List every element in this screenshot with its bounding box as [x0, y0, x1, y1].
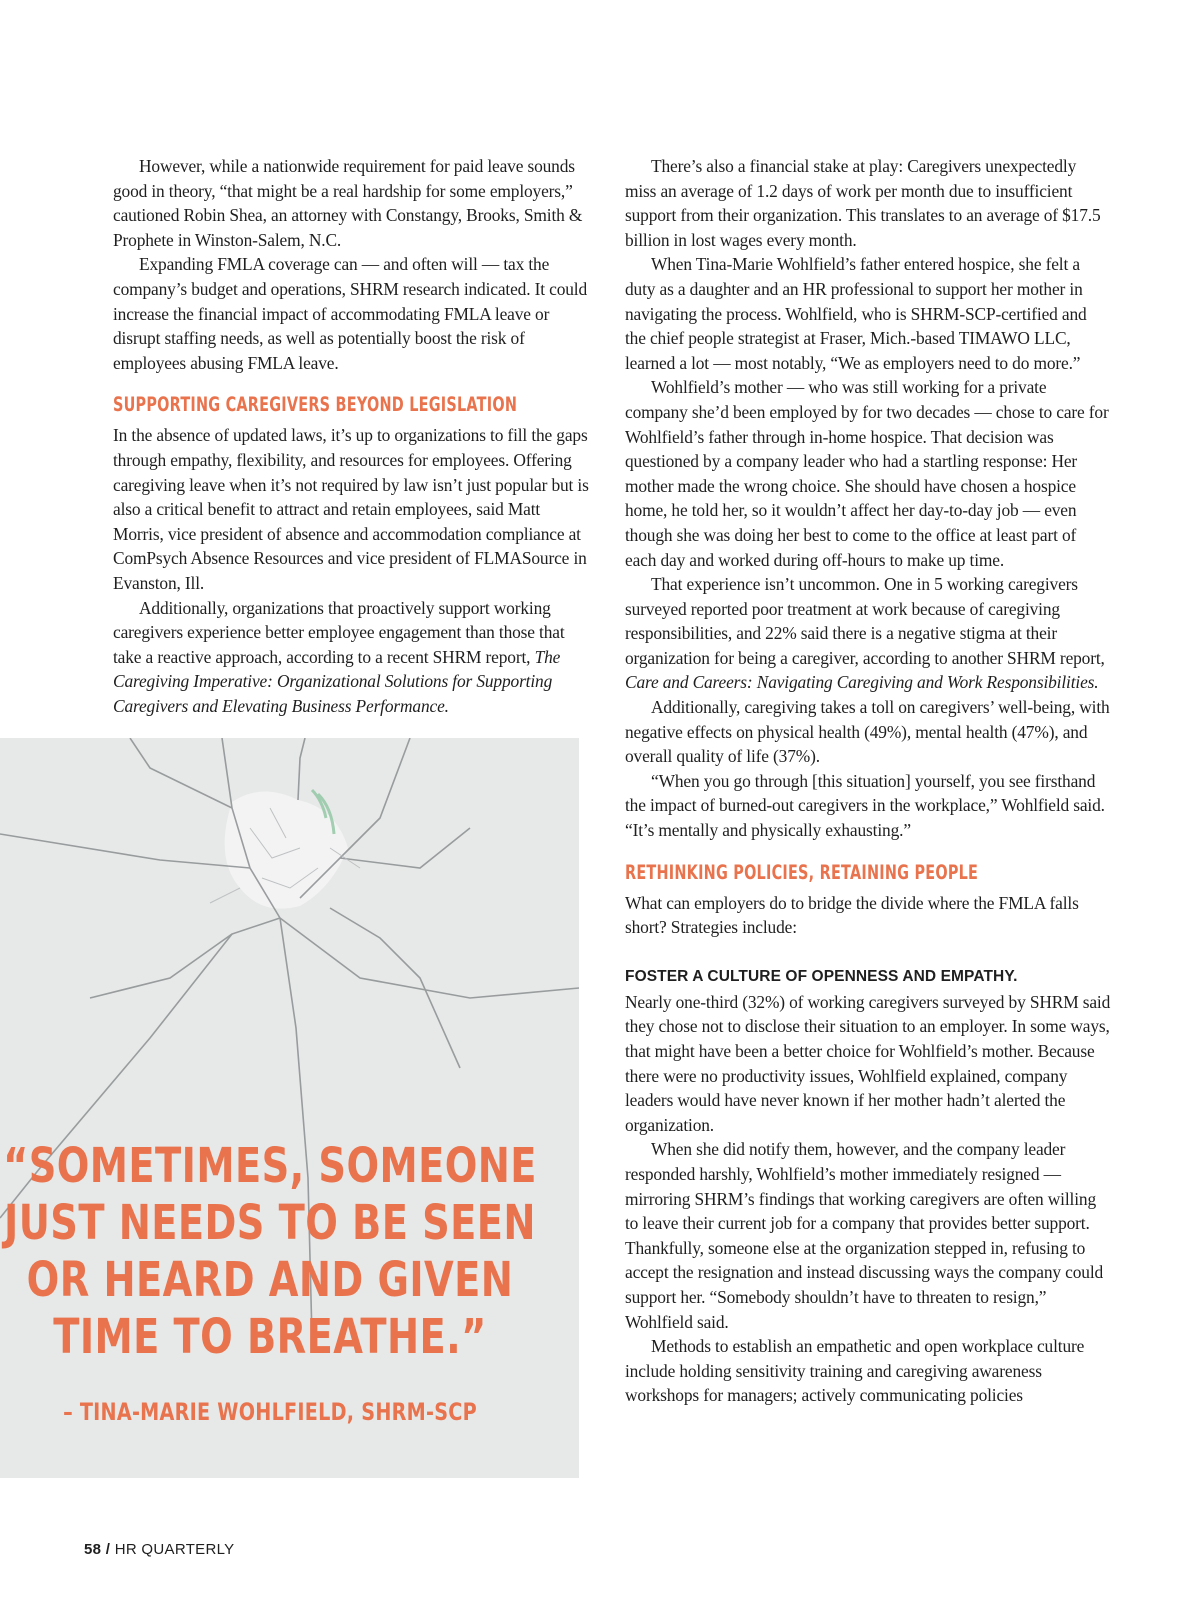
section-heading: SUPPORTING CAREGIVERS BEYOND LEGISLATION [113, 393, 518, 417]
paragraph: Wohlfield’s mother — who was still working for a private company she’d been employed by for two decades — chose to care for Wohlfield’s father through in-home hospice. That decision was questioned by a company leader who had a startling response: Her mother made the wrong choice. She should have chosen a hospice home, he told her, so it wouldn’t affect her day-to-day job — even though she was doing her best to come to the office at least part of each day and worked during off-hours to make up time. [625, 377, 1109, 570]
paragraph: What can employers do to bridge the divide where the FMLA falls short? Strategies include: [625, 892, 1079, 938]
paragraph-text: Additionally, organizations that proactively support working caregivers experience better employee engagement than those that take a reactive approach, according to a recent SHRM report, [113, 597, 565, 667]
pull-quote-panel [0, 738, 579, 1478]
strategy-heading: FOSTER A CULTURE OF OPENNESS AND EMPATHY. [625, 967, 1018, 985]
publication-name: HR QUARTERLY [114, 1541, 235, 1558]
pull-quote-text: “SOMETIMES, SOMEONE JUST NEEDS TO BE SEEN OR HEARD AND GIVEN TIME TO BREATHE.” [3, 1138, 537, 1365]
paragraph: When she did notify them, however, and the company leader responded harshly, Wohlfield’s mother immediately resigned — mirroring SHRM’s findings that working caregivers are often willing to leave their current job for a company that provides better support. Thankfully, someone else at the organization stepped in, refusing to accept the resignation and instead discussing ways the company could support her. “Somebody shouldn’t have to threaten to resign,” Wohlfield said. [625, 1139, 1104, 1332]
paragraph: Nearly one-third (32%) of working caregivers surveyed by SHRM said they chose not to disclose their situation to an employer. In some ways, that might have been a better choice for Wohlfield’s mother. Because there were no productivity issues, Wohlfield explained, company leaders would have never known if her mother hadn’t alerted the organization. [625, 991, 1111, 1135]
pull-quote-attribution: – TINA-MARIE WOHLFIELD, SHRM-SCP [63, 1398, 477, 1426]
paragraph: In the absence of updated laws, it’s up to organizations to fill the gaps through empathy, flexibility, and resources for employees. Offering caregiving leave when it’s not required by law isn’t just popular but is also a critical benefit to attract and retain employees, said Matt Morris, vice president of absence and accommodation compliance at ComPsych Absence Resources and vice president of FLMASource in Evanston, Ill. [113, 425, 589, 593]
footer-separator: / [105, 1541, 111, 1558]
paragraph [113, 596, 593, 719]
paragraph-text: That experience isn’t uncommon. One in 5 working caregivers surveyed reported poor treatment at work because of caregiving responsibilities, and 22% said there is a negative stigma at their organization for being a caregiver, according to another SHRM report, [625, 574, 1105, 668]
paragraph: “When you go through [this situation] yourself, you see firsthand the impact of burned-out caregivers in the workplace,” Wohlfield said. “It’s mentally and physically exhausting.” [625, 770, 1105, 841]
paragraph: When Tina-Marie Wohlfield’s father entered hospice, she felt a duty as a daughter and an HR professional to support her mother in navigating the process. Wohlfield, who is SHRM-SCP-certified and the chief people strategist at Fraser, Mich.-based TIMAWO LLC, learned a lot — most notably, “We as employers need to do more.” [625, 254, 1087, 373]
report-title: The Caregiving Imperative: Organizational Solutions for Supporting Caregivers and Elevating Business Performance. [113, 646, 561, 716]
left-text-column [113, 154, 593, 718]
paragraph [625, 572, 1111, 695]
page-footer [84, 1541, 234, 1558]
paragraph: Additionally, caregiving takes a toll on caregivers’ well-being, with negative effects on physical health (49%), mental health (47%), and overall quality of life (37%). [625, 697, 1110, 767]
paragraph: Methods to establish an empathetic and open workplace culture include holding sensitivity training and caregiving awareness workshops for managers; actively communicating policies [625, 1336, 1085, 1406]
broken-glass-illustration [0, 738, 579, 1478]
paragraph: However, while a nationwide requirement for paid leave sounds good in theory, “that might be a real hardship for some employers,” cautioned Robin Shea, an attorney with Constangy, Brooks, Smith & Prophete in Winston-Salem, N.C. [113, 156, 583, 250]
paragraph: There’s also a financial stake at play: Caregivers unexpectedly miss an average of 1.2 days of work per month due to insufficient support from their organization. This translates to an average of $17.5 billion in lost wages every month. [625, 156, 1101, 250]
right-text-column [625, 154, 1111, 1408]
page-number: 58 [84, 1541, 102, 1558]
section-heading: RETHINKING POLICIES, RETAINING PEOPLE [625, 860, 979, 884]
paragraph: Expanding FMLA coverage can — and often will — tax the company’s budget and operations, SHRM research indicated. It could increase the financial impact of accommodating FMLA leave or disrupt staffing needs, as well as potentially boost the risk of employees abusing FMLA leave. [113, 254, 588, 373]
report-title: Care and Careers: Navigating Caregiving and Work Responsibilities. [625, 672, 1099, 693]
